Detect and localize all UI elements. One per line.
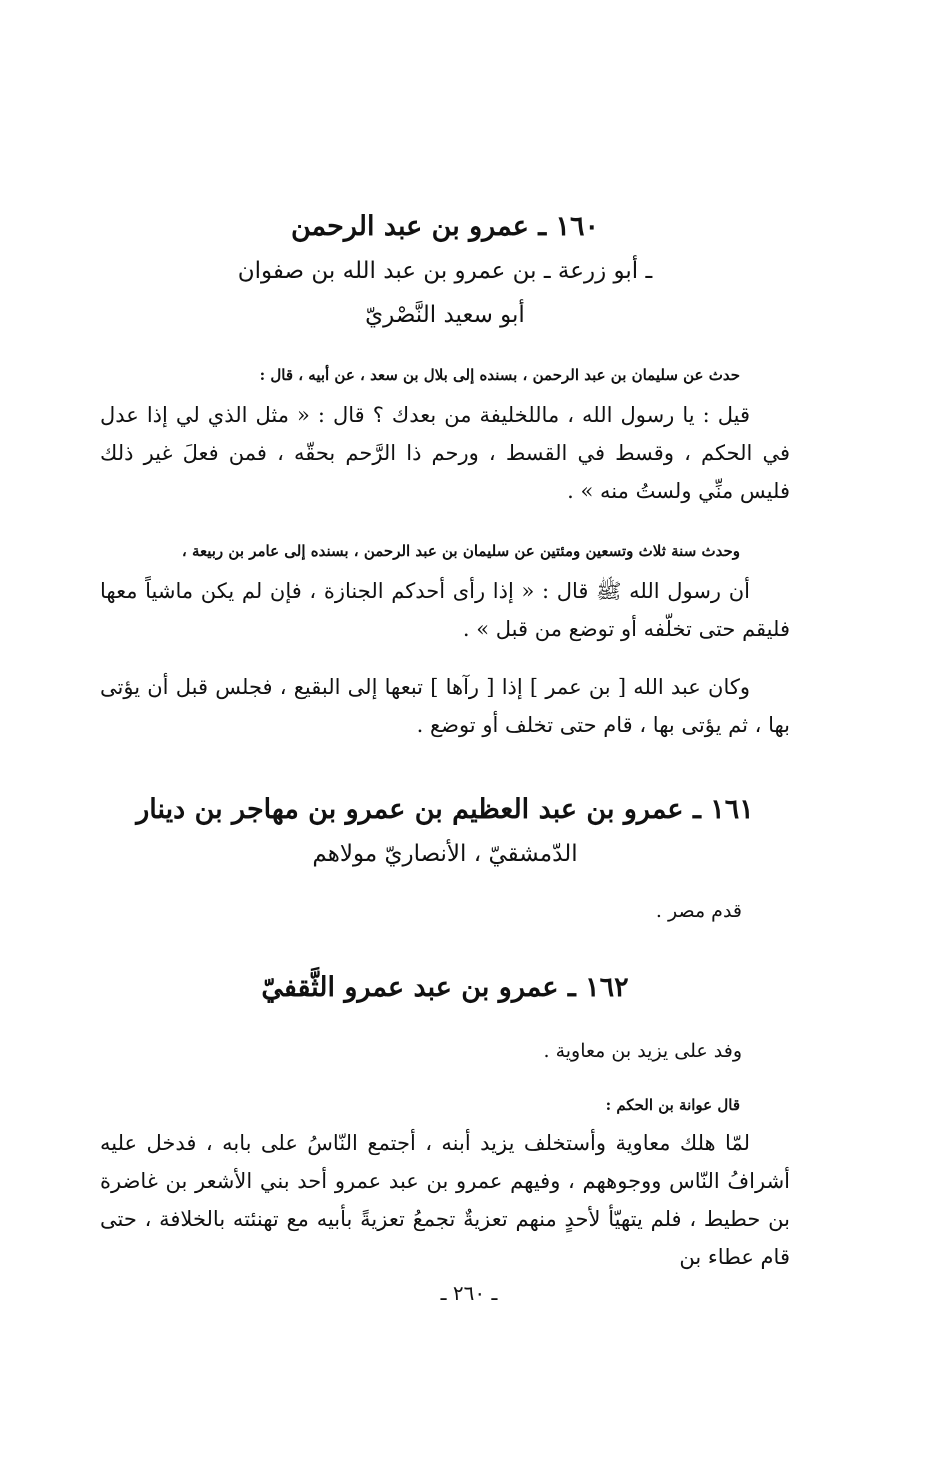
paragraph-text: وكان عبد الله [ بن عمر ] إذا [ رآها ] تبعها إلى البقيع ، فجلس قبل أن يؤتى بها ، ثم يؤتى بها ، قام حتى تخلف أو توضع . <box>100 675 790 737</box>
entry-lineage: الدّمشقيّ ، الأنصاريّ مولاهم <box>312 841 578 867</box>
entry-162-paragraph-2 <box>100 1124 790 1276</box>
entry-160-isnad-2 <box>100 538 790 564</box>
page-number: ـ ٢٦٠ ـ <box>440 1281 498 1305</box>
entry-heading: ١٦٢ ـ عمرو بن عبد عمرو الثَّقفيّ <box>261 972 629 1003</box>
entry-kunya: أبو سعيد النَّصْريّ <box>365 302 525 328</box>
isnad-text: قال عوانة بن الحكم : <box>605 1096 740 1114</box>
entry-heading: ١٦٠ ـ عمرو بن عبد الرحمن <box>290 211 600 242</box>
entry-160-header <box>100 205 790 337</box>
paragraph-text: قدم مصر . <box>655 900 742 922</box>
paragraph-text: قيل : يا رسول الله ، ماللخليفة من بعدك ؟ قال : « مثل الذي لي إذا عدل في الحكم ، وقسط في القسط ، ورحم ذا الرَّحم بحقّه ، فمن فعلَ غير ذلك فليس منِّي ولستُ منه » . <box>100 403 790 503</box>
paragraph-text: وفد على يزيد بن معاوية . <box>543 1040 742 1062</box>
entry-161-header <box>100 788 790 876</box>
entry-162-isnad-1 <box>100 1092 790 1118</box>
entry-160-paragraph-3 <box>100 668 790 744</box>
paragraph-text: لمّا هلك معاوية وأستخلف يزيد أبنه ، أجتمع النّاسُ على بابه ، فدخل عليه أشرافُ النّاس ووجوههم ، وفيهم عمرو بن عبد عمرو أحد بني الأشعر بن غاضرة بن حطيط ، فلم يتهيّأ لأحدٍ منهم تعزيةٌ تجمعُ تعزيةً بأبيه مع تهنئته بالخلافة ، حتى قام عطاء بن <box>100 1131 790 1269</box>
entry-161-paragraph-1 <box>100 894 790 928</box>
isnad-text: وحدث سنة ثلاث وتسعين ومئتين عن سليمان بن عبد الرحمن ، بسنده إلى عامر بن ربيعة ، <box>181 542 740 560</box>
entry-heading: ١٦١ ـ عمرو بن عبد العظيم بن عمرو بن مهاجر بن دينار <box>136 794 754 825</box>
entry-162-header <box>100 966 790 1010</box>
isnad-text: حدث عن سليمان بن عبد الرحمن ، بسنده إلى بلال بن سعد ، عن أبيه ، قال : <box>259 366 740 384</box>
entry-160-paragraph-2 <box>100 572 790 648</box>
entry-162-paragraph-1 <box>100 1034 790 1068</box>
entry-lineage: ـ أبو زرعة ـ بن عمرو بن عبد الله بن صفوان <box>237 258 653 284</box>
entry-160-isnad-1 <box>100 362 790 388</box>
paragraph-text: أن رسول الله ﷺ قال : « إذا رأى أحدكم الجنازة ، فإن لم يكن ماشياً معها فليقم حتى تخلّفه أو توضع من قبل » . <box>100 579 790 641</box>
entry-160-paragraph-1 <box>100 396 790 510</box>
